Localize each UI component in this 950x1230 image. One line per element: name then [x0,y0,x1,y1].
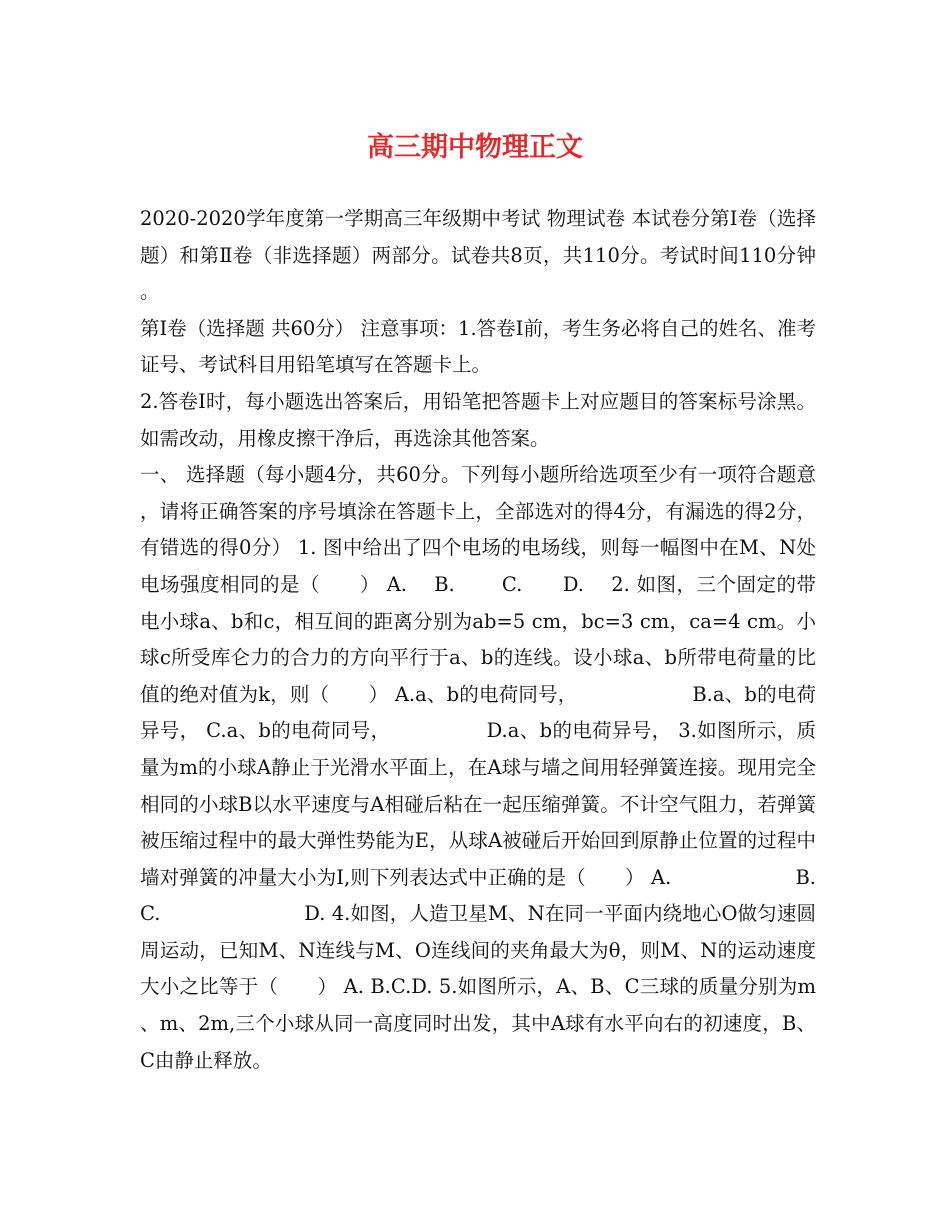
paragraph-notice-1: 第Ⅰ卷（选择题 共60分） 注意事项：1.答卷Ⅰ前，考生务必将自己的姓名、准考证号、考试科目用铅笔填写在答题卡上。 [140,316,816,377]
paragraph-questions: 一、 选择题（每小题4分，共60分。下列每小题所给选项至少有一项符合题意，请将正确答案的序号填涂在答题卡上，全部选对的得4分，有漏选的得2分，有错选的得0分） 1. 图中给出了四个电场的电场线，则每一幅图中在M、N处电场强度相同的是（ ） A. B. C. D. 2. 如图，三个固定的带电小球a、b和c，相互间的距离分别为ab=5 cm，bc=3 cm，ca=4 cm。小球c所受库仑力的合力的方向平行于a、b的连线。设小球a、b所带电荷量的比值的绝对值为k，则（ ） A.a、b的电荷同号， B.a、b的电荷异号， C.a、b的电荷同号， D.a、b的电荷异号， 3.如图所示，质量为m的小球A静止于光滑水平面上，在A球与墙之间用轻弹簧连接。现用完全相同的小球B以水平速度与A相碰后粘在一起压缩弹簧。不计空气阻力，若弹簧被压缩过程中的最大弹性势能为E，从球A被碰后开始回到原静止位置的过程中墙对弹簧的冲量大小为I,则下列表达式中正确的是（ ） A. B. C. D. 4.如图，人造卫星M、N在同一平面内绕地心O做匀速圆周运动，已知M、N连线与M、O连线间的夹角最大为θ，则M、N的运动速度大小之比等于（ ） A. B.C.D. 5.如图所示，A、B、C三球的质量分别为m、m、2m,三个小球从同一高度同时出发，其中A球有水平向右的初速度，B、C由静止释放。 [140,463,816,1072]
document-title: 高三期中物理正文 [367,132,583,163]
paragraph-notice-2: 2.答卷Ⅰ时，每小题选出答案后，用铅笔把答题卡上对应题目的答案标号涂黑。如需改动，用橡皮擦干净后，再选涂其他答案。 [140,389,816,450]
document-body [140,201,816,1079]
paragraph-intro: 2020-2020学年度第一学期高三年级期中考试 物理试卷 本试卷分第Ⅰ卷（选择题）和第Ⅱ卷（非选择题）两部分。试卷共8页，共110分。考试时间110分钟。 [140,207,816,304]
